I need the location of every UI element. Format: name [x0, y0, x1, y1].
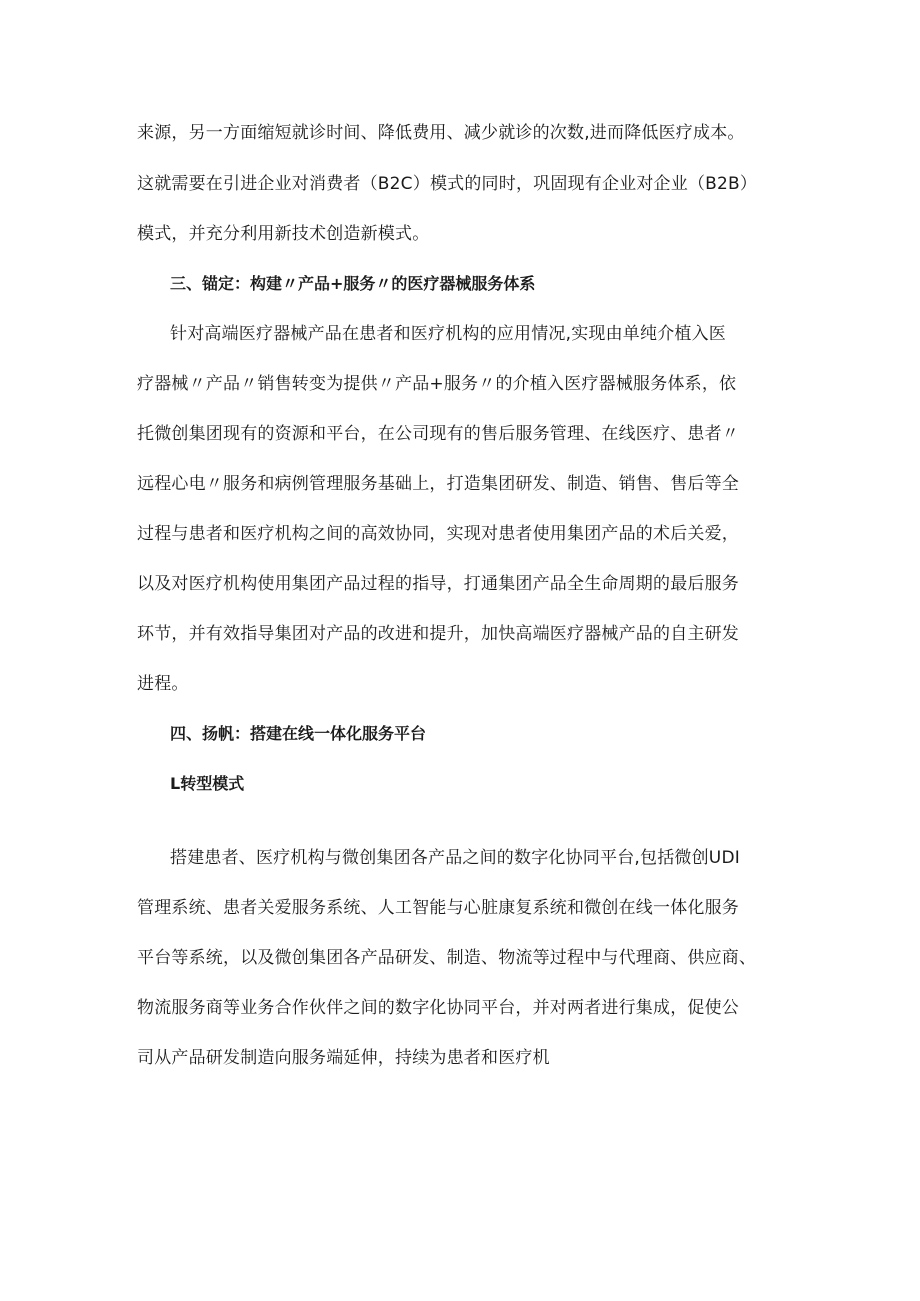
paragraph-2-line-7: 环节，并有效指导集团对产品的改进和提升，加快高端医疗器械产品的自主研发	[137, 624, 739, 644]
paragraph-1-line-2: 这就需要在引进企业对消费者（B2C）模式的同时，巩固现有企业对企业（B2B）	[137, 174, 758, 194]
paragraph-2-line-3: 托微创集团现有的资源和平台，在公司现有的售后服务管理、在线医疗、患者〃	[137, 424, 739, 444]
paragraph-3-line-3: 平台等系统，以及微创集团各产品研发、制造、物流等过程中与代理商、供应商、	[137, 948, 757, 968]
paragraph-2-line-5: 过程与患者和医疗机构之间的高效协同，实现对患者使用集团产品的术后关爱，	[137, 524, 739, 544]
paragraph-1-line-1: 来源，另一方面缩短就诊时间、降低费用、减少就诊的次数,进而降低医疗成本。	[137, 123, 745, 143]
paragraph-3-line-1: 搭建患者、医疗机构与微创集团各产品之间的数字化协同平台,包括微创UDI	[170, 848, 740, 868]
paragraph-3-line-2: 管理系统、患者关爱服务系统、人工智能与心脏康复系统和微创在线一体化服务	[137, 898, 739, 918]
paragraph-3-line-4: 物流服务商等业务合作伙伴之间的数字化协同平台，并对两者进行集成，促使公	[137, 998, 739, 1018]
paragraph-2-line-6: 以及对医疗机构使用集团产品过程的指导，打通集团产品全生命周期的最后服务	[137, 574, 739, 594]
paragraph-1-line-3: 模式，并充分利用新技术创造新模式。	[137, 224, 430, 244]
section-heading-3: 三、锚定：构建〃产品+服务〃的医疗器械服务体系	[170, 274, 536, 293]
paragraph-2-line-4: 远程心电〃服务和病例管理服务基础上，打造集团研发、制造、销售、售后等全	[137, 474, 739, 494]
subheading-transformation-model: L转型模式	[170, 774, 245, 793]
paragraph-2-line-2: 疗器械〃产品〃销售转变为提供〃产品+服务〃的介植入医疗器械服务体系，依	[137, 374, 737, 394]
section-heading-4: 四、扬帆：搭建在线一体化服务平台	[170, 724, 427, 743]
paragraph-3-line-5: 司从产品研发制造向服务端延伸，持续为患者和医疗机	[137, 1048, 550, 1068]
paragraph-2-line-1: 针对高端医疗器械产品在患者和医疗机构的应用情况,实现由单纯介植入医	[170, 324, 727, 344]
paragraph-2-line-8: 进程。	[137, 674, 189, 694]
